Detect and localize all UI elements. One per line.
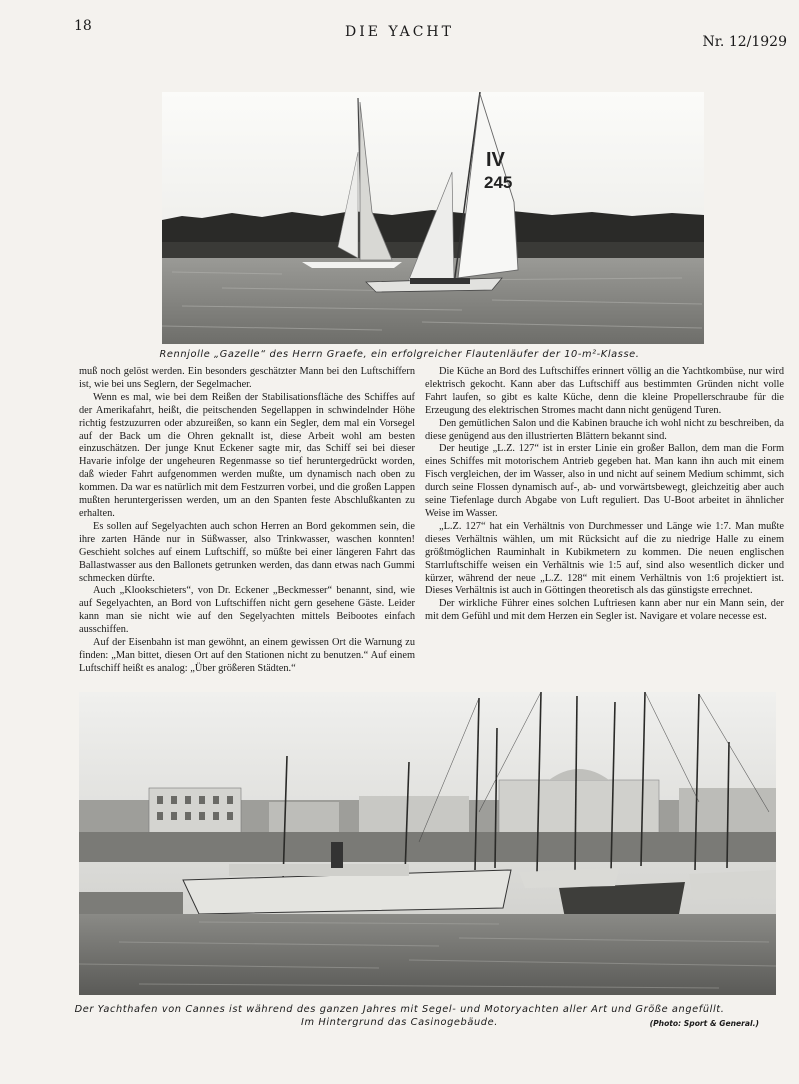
cannes-harbour-photo — [79, 692, 776, 995]
paragraph: muß noch gelöst werden. Ein besonders geschätzter Mann bei den Luftschiffern ist, wie bei uns Seglern, der Segelmacher. — [79, 366, 415, 390]
paragraph: Der wirkliche Führer eines solchen Luftriesen kann aber nur ein Mann sein, der mit dem Gefühl und mit dem Herzen ein Segler ist. Navigare et volare necesse est. — [425, 598, 784, 623]
article-column-right — [425, 366, 784, 624]
paragraph: „L.Z. 127“ hat ein Verhältnis von Durchmesser und Länge wie 1:7. Man mußte dieses Verhältnis wählen, um mit Rücksicht auf die zu niedrige Halle zu einem größtmöglichen Rauminhalt in Kubikmetern zu kommen. Die neuen englischen Starrluftschiffe weisen ein Verhältnis wie 1:5 auf, sind also wesentlich dicker und kürzer, während der neue „L.Z. 128“ mit einem Verhältnis von 1:6 projektiert ist. Dieses Verhältnis ist auch in Göttingen theoretisch als das günstigste errechnet. — [425, 520, 784, 597]
paragraph: Es sollen auf Segelyachten auch schon Herren an Bord gekommen sein, die ihre zarten Hände nur in Süßwasser, also Trinkwasser, waschen konnten! Geschieht solches auf einem Luftschiff, so müßte bei einer längeren Fahrt das Ballastwasser aus den Ballonets getrunken werden, das dann etwas nach Gummi schmecken dürfte. — [79, 520, 415, 584]
issue-number: Nr. 12/1929 — [702, 34, 787, 50]
bottom-photo-caption: Der Yachthafen von Cannes ist während des ganzen Jahres mit Segel- und Motoryachten aller Art und Größe angefüllt. — [74, 1004, 725, 1015]
paragraph: Die Küche an Bord des Luftschiffes erinnert völlig an die Yachtkombüse, nur wird elektrisch gekocht. Kann aber das Luftschiff aus bestimmten Gründen nicht volle Fahrt laufen, so gibt es kalte Küche, denn die kleine Propellerschraube für die Erzeugung des elektrischen Stromes macht dann nicht genügend Turen. — [425, 366, 784, 416]
sail-number-bottom: 245 — [484, 173, 513, 192]
paragraph: Der heutige „L.Z. 127“ ist in erster Linie ein großer Ballon, dem man die Form eines Schiffes mit motorischem Antrieb gegeben hat. Man kann ihn auch mit einem Fisch vergleichen, der im Wasser, also in und nicht auf seinem Medium schimmt, sich durch seine Flossen dynamisch auf-, ab- und vorwärtsbewegt, gleichzeitig aber auch seine Tiefenlage durch Abgabe von Luft reguliert. Das U-Boot arbeitet in ähnlicher Weise im Wasser. — [425, 443, 784, 519]
paragraph: Wenn es mal, wie bei dem Reißen der Stabilisationsfläche des Schiffes auf der Amerikafahrt, heißt, die peitschenden Segellappen in schwindelnder Höhe richtig festzuzurren oder abzureißen, so kann ein Segler, dem mal ein Vorsegel auf der Back um die Ohren geknallt ist, diese Arbeit wohl am besten einzuschätzen. Der junge Knut Eckener sagte mir, das Schiff sei bei dieser Havarie infolge der ungeheuren Regenmasse so tief heruntergedrückt worden, daß wieder Fahrt aufgenommen werden mußte, um dynamisch nach oben zu kommen. Da war es natürlich mit dem Festzurren vorbei, und die großen Lappen mußten heruntergerissen werden, um an den Spanten feste Abschlußkanten zu erhalten. — [79, 391, 415, 519]
sail-number-top: IV — [486, 149, 505, 171]
bottom-photo-caption-line2: Im Hintergrund das Casinogebäude. — [301, 1017, 498, 1028]
running-title: DIE YACHT — [345, 24, 454, 40]
paragraph: Auf der Eisenbahn ist man gewöhnt, an einem gewissen Ort die Warnung zu finden: „Man bittet, diesen Ort auf den Stationen nicht zu benutzen.“ Auf einem Luftschiff heißt es analog: „Über größeren Städten.“ — [79, 637, 415, 674]
paragraph: Auch „Klookschieters“, von Dr. Eckener „Beckmesser“ benannt, sind, wie auf Segelyachten, an Bord von Luftschiffen nicht gern gesehene Gäste. Leider kann man sie nicht wie auf den Segelyachten mittels Beibootes einfach ausschiffen. — [79, 585, 415, 636]
top-photo-caption: Rennjolle „Gazelle“ des Herrn Graefe, ein erfolgreicher Flautenläufer der 10-m²-Klasse. — [159, 349, 640, 360]
sailing-dinghy-photo — [162, 92, 704, 344]
photo-credit: (Photo: Sport & General.) — [649, 1019, 759, 1028]
paragraph: Den gemütlichen Salon und die Kabinen brauche ich wohl nicht zu beschreiben, da diese genügend aus den illustrierten Blättern bekannt sind. — [425, 417, 784, 442]
page-number: 18 — [74, 18, 92, 34]
article-column-left — [79, 366, 415, 676]
